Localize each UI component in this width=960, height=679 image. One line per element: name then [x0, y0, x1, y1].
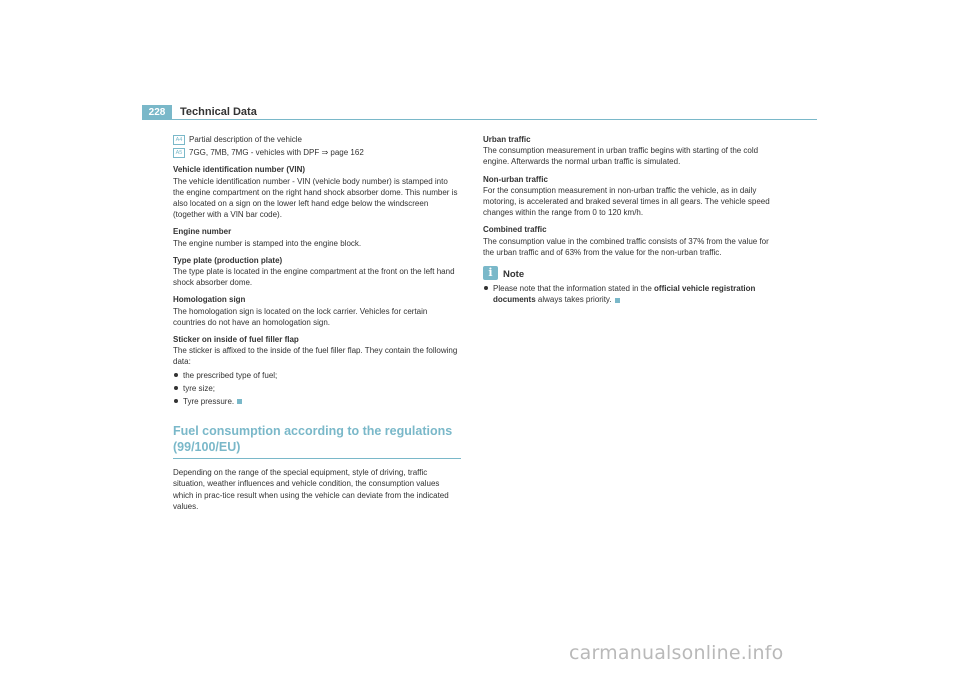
sticker-heading: Sticker on inside of fuel filler flap [173, 335, 299, 345]
bullet-text: tyre size; [183, 383, 216, 393]
engine-text: The engine number is stamped into the engine block. [173, 238, 362, 248]
page-number: 228 [142, 105, 172, 120]
note-text-pre: Please note that the information stated in the [493, 284, 652, 294]
bullet-item [173, 396, 461, 407]
bullet-item [173, 383, 461, 394]
bullet-item [173, 370, 461, 381]
engine-heading: Engine number [173, 227, 232, 237]
note-header [483, 266, 773, 280]
right-column [483, 134, 773, 305]
fuel-consumption-text: Depending on the range of the special equipment, style of driving, traffic situation, weather influences and vehicle condition, the consumption values which in prac-tice result when using the vehicle can deviate from the indicated values. [173, 468, 449, 511]
plate-text: The type plate is located in the engine compartment at the front on the left hand shock absorber dome. [173, 267, 455, 288]
fuel-consumption-heading: Fuel consumption according to the regulations (99/100/EU) [173, 423, 461, 459]
nonurban-heading: Non-urban traffic [483, 174, 548, 184]
combined-heading: Combined traffic [483, 225, 547, 235]
end-of-section-marker [237, 399, 242, 404]
end-of-section-marker [615, 298, 620, 303]
note-title: Note [503, 268, 525, 280]
legend-badge: A5 [173, 148, 185, 158]
nonurban-text: For the consumption measurement in non-urban traffic the vehicle, as in daily motoring, is accelerated and braked several times in all gears. The vehicle speed changes within the range from 0 to 120 km/h. [483, 185, 770, 218]
legend-text: 7GG, 7MB, 7MG - vehicles with DPF ⇒ page 162 [189, 148, 364, 158]
bullet-text: Tyre pressure. [183, 397, 235, 407]
vin-heading: Vehicle identification number (VIN) [173, 165, 306, 175]
info-icon: i [483, 266, 498, 280]
note-text-post: always takes priority. [537, 295, 612, 305]
urban-heading: Urban traffic [483, 135, 531, 144]
legend-text: Partial description of the vehicle [189, 135, 302, 144]
sticker-text: The sticker is affixed to the inside of the fuel filler flap. They contain the following data: [173, 346, 458, 367]
homologation-heading: Homologation sign [173, 295, 246, 305]
legend-badge: A4 [173, 135, 185, 145]
plate-heading: Type plate (production plate) [173, 255, 283, 265]
watermark: carmanualsonline.info [569, 642, 784, 664]
urban-text: The consumption measurement in urban traffic begins with starting of the cold engine. Afterwards the normal urban traffic is simulated. [483, 146, 759, 167]
note-text-bold: official vehicle registration documents [493, 284, 756, 305]
vin-text: The vehicle identification number - VIN (vehicle body number) is stamped into the engine compartment on the right hand shock absorber dome. This number is also located on a sign on the lower left hand edge below the windscreen (together with a VIN bar code). [173, 176, 458, 220]
section-title: Technical Data [180, 106, 257, 118]
legend-item [173, 134, 461, 145]
note-body [483, 283, 773, 305]
left-column [173, 134, 461, 512]
legend-item [173, 147, 461, 158]
combined-text: The consumption value in the combined traffic consists of 37% from the value for the urban traffic and of 63% from the value for the non-urban traffic. [483, 236, 769, 257]
homologation-text: The homologation sign is located on the lock carrier. Vehicles for certain countries do not have an homologation sign. [173, 306, 428, 327]
bullet-text: the prescribed type of fuel; [183, 370, 278, 380]
